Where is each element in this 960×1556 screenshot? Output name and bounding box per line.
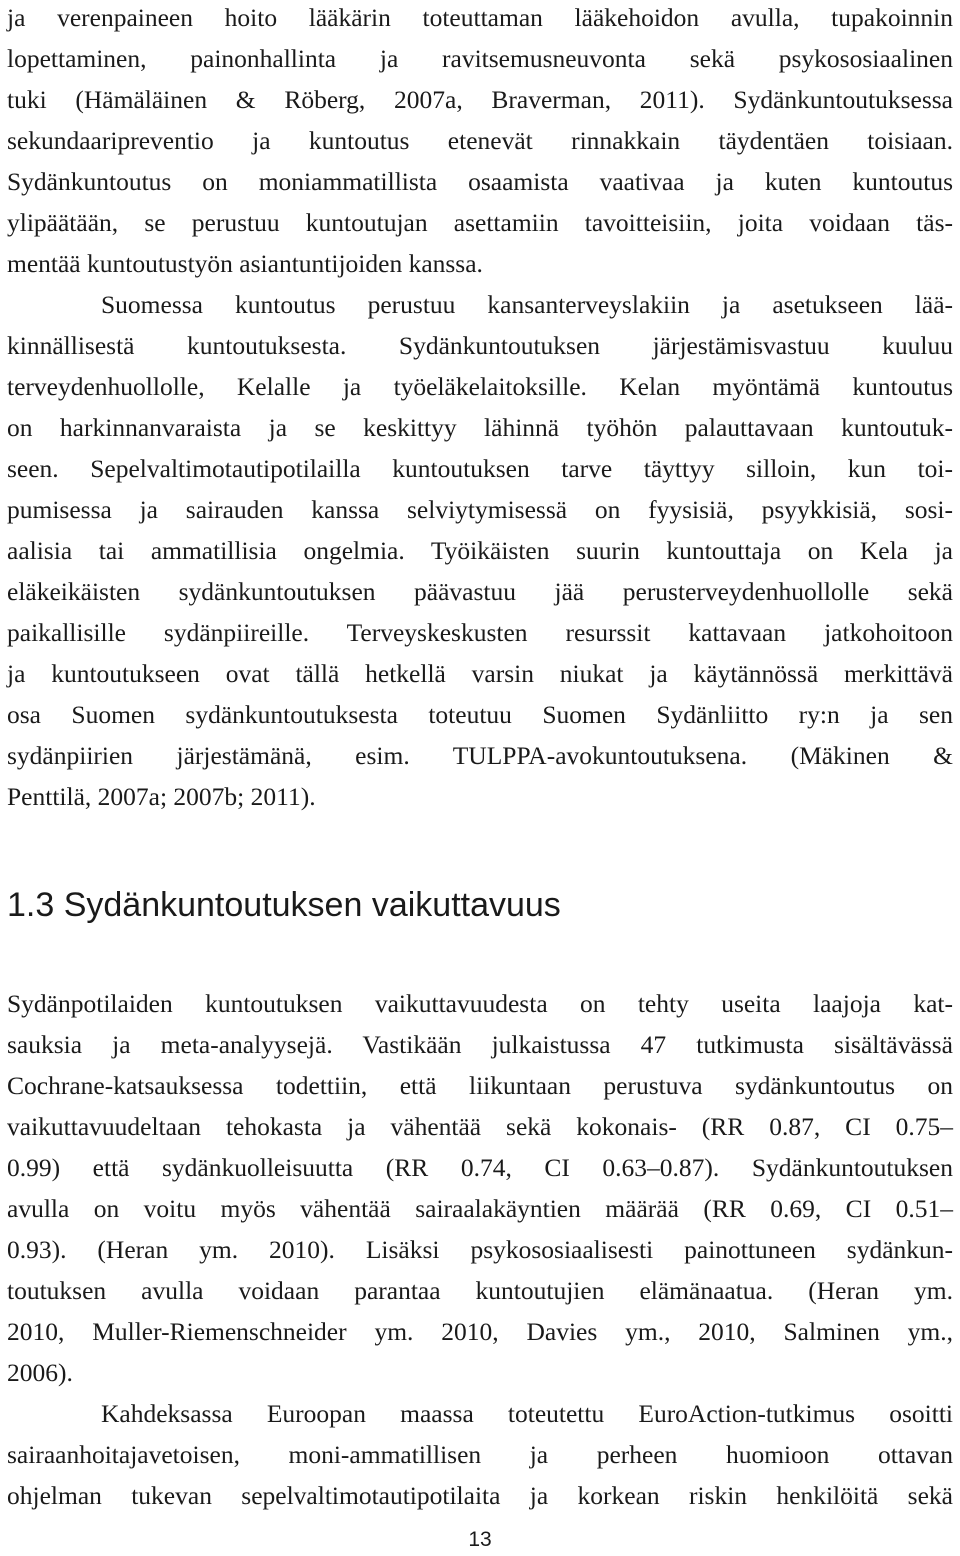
text-line: sauksia ja meta-analyysejä. Vastikään julkaistussa 47 tutkimusta sisältävässä [7, 1030, 953, 1059]
text-line: Cochrane-katsauksessa todettiin, että liikuntaan perustuva sydänkuntoutus on [7, 1071, 953, 1100]
text-line: osa Suomen sydänkuntoutuksesta toteutuu Suomen Sydänliitto ry:n ja sen [7, 700, 953, 729]
text-line: Suomessa kuntoutus perustuu kansanterveyslakiin ja asetukseen lää- [101, 290, 953, 319]
text-line: toutuksen avulla voidaan parantaa kuntoutujien elämänaatua. (Heran ym. [7, 1276, 953, 1305]
text-line: ylipäätään, se perustuu kuntoutujan asettamiin tavoitteisiin, joita voidaan täs- [7, 208, 953, 237]
paragraph-block-effectiveness [7, 983, 953, 1516]
text-line: aalisia tai ammatillisia ongelmia. Työikäisten suurin kuntouttaja on Kela ja [7, 536, 953, 565]
text-line: ja verenpaineen hoito lääkärin toteuttaman lääkehoidon avulla, tupakoinnin [7, 3, 953, 32]
text-line: 0.93). (Heran ym. 2010). Lisäksi psykososiaalisesti painottuneen sydänkun- [7, 1235, 953, 1264]
text-line: Sydänkuntoutus on moniammatillista osaamista vaativaa ja kuten kuntoutus [7, 167, 953, 196]
page-number: 13 [468, 1528, 492, 1551]
section-heading: 1.3 Sydänkuntoutuksen vaikuttavuus [7, 886, 561, 924]
text-line: avulla on voitu myös vähentää sairaalakäyntien määrää (RR 0.69, CI 0.51– [7, 1194, 953, 1223]
text-line: mentää kuntoutustyön asiantuntijoiden kanssa. [7, 249, 483, 278]
text-line: 2006). [7, 1358, 73, 1387]
text-line: sekundaaripreventio ja kuntoutus etenevät rinnakkain täydentäen toisiaan. [7, 126, 953, 155]
text-line: lopettaminen, painonhallinta ja ravitsemusneuvonta sekä psykososiaalinen [7, 44, 953, 73]
text-line: Penttilä, 2007a; 2007b; 2011). [7, 782, 316, 811]
text-line: on harkinnanvaraista ja se keskittyy lähinnä työhön palauttavaan kuntoutuk- [7, 413, 953, 442]
text-line: 0.99) että sydänkuolleisuutta (RR 0.74, CI 0.63–0.87). Sydänkuntoutuksen [7, 1153, 953, 1182]
text-line: Kahdeksassa Euroopan maassa toteutettu EuroAction-tutkimus osoitti [101, 1399, 953, 1428]
text-line: sairaanhoitajavetoisen, moni-ammatillisen ja perheen huomioon ottavan [7, 1440, 953, 1469]
text-line: Sydänpotilaiden kuntoutuksen vaikuttavuudesta on tehty useita laajoja kat- [7, 989, 953, 1018]
text-line: pumisessa ja sairauden kanssa selviytymisessä on fyysisiä, psyykkisiä, sosi- [7, 495, 953, 524]
text-line: ja kuntoutukseen ovat tällä hetkellä varsin niukat ja käytännössä merkittävä [7, 659, 953, 688]
paragraph-block-rehabilitation [7, 0, 953, 817]
text-line: kinnällisestä kuntoutuksesta. Sydänkuntoutuksen järjestämisvastuu kuuluu [7, 331, 953, 360]
text-line: terveydenhuollolle, Kelalle ja työeläkelaitoksille. Kelan myöntämä kuntoutus [7, 372, 953, 401]
text-line: 2010, Muller-Riemenschneider ym. 2010, Davies ym., 2010, Salminen ym., [7, 1317, 953, 1346]
text-line: seen. Sepelvaltimotautipotilailla kuntoutuksen tarve täyttyy silloin, kun toi- [7, 454, 953, 483]
text-line: paikallisille sydänpiireille. Terveyskeskusten resurssit kattavaan jatkohoitoon [7, 618, 953, 647]
text-line: tuki (Hämäläinen & Röberg, 2007a, Braverman, 2011). Sydänkuntoutuksessa [7, 85, 953, 114]
text-line: eläkeikäisten sydänkuntoutuksen päävastuu jää perusterveydenhuollolle sekä [7, 577, 953, 606]
text-line: ohjelman tukevan sepelvaltimotautipotilaita ja korkean riskin henkilöitä sekä [7, 1481, 953, 1510]
text-line: sydänpiirien järjestämänä, esim. TULPPA-avokuntoutuksena. (Mäkinen & [7, 741, 953, 770]
text-line: vaikuttavuudeltaan tehokasta ja vähentää sekä kokonais- (RR 0.87, CI 0.75– [7, 1112, 953, 1141]
